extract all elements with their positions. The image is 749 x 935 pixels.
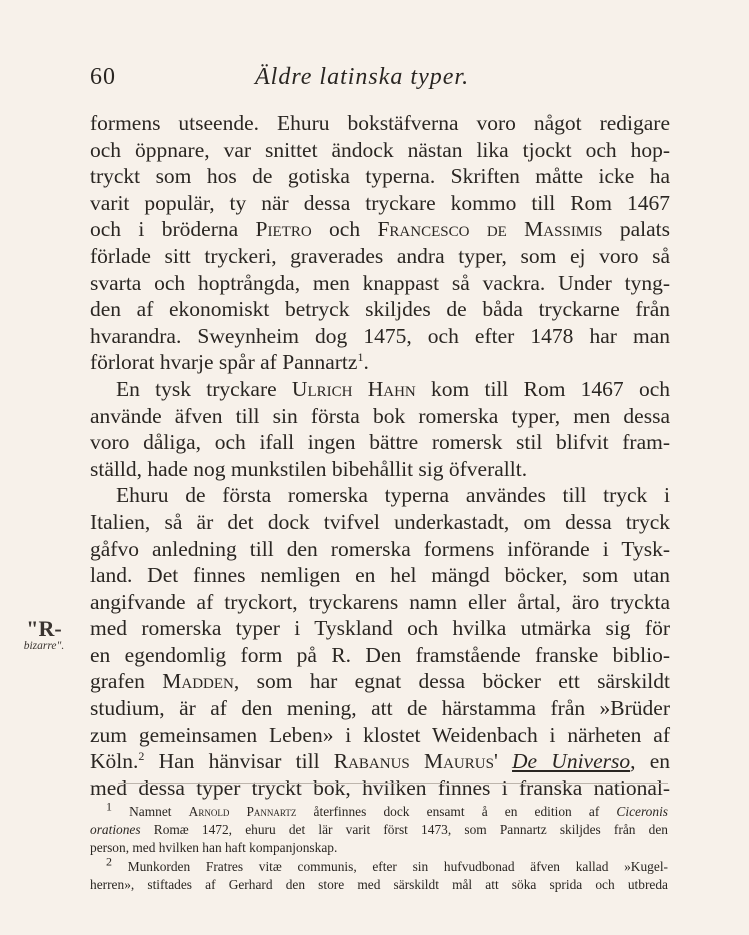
text-line: och öppnare, var snittet ändock nästan lika tjockt och hop-: [90, 137, 670, 162]
text-line: studium, är af den mening, att de härstamma från »Brüder: [90, 696, 670, 721]
text-line: tryckt som hos de gotiska typerna. Skriften måtte icke ha: [90, 164, 670, 189]
text-line: ställd, hade nog munkstilen bibehållit sig öfverallt.: [90, 456, 528, 481]
margin-note-label: bizarre".: [23, 640, 65, 652]
person-name: Francesco de Massimis: [377, 217, 603, 242]
text-line: gåfvo anledning till den romerska formens införande i Tysk-: [90, 536, 670, 561]
text-line: Köln.$^2$ Han hänvisar till Rabanus Maurus' De Universo, en: [90, 749, 670, 774]
footnote-mark: 1: [106, 799, 112, 814]
text-line: förlade sitt tryckeri, graverades andra typer, som ej voro så: [90, 243, 670, 268]
text-line: formens utseende. Ehuru bokstäfverna voro något redigare: [90, 111, 670, 135]
footnote-ref: 2: [138, 749, 145, 764]
person-name: Pietro: [255, 217, 312, 242]
page-number: 60: [90, 64, 116, 90]
text-line: använde äfven till sin första bok romerska typer, men dessa: [90, 403, 670, 428]
person-name: Madden: [162, 669, 234, 694]
text-line: zum gemeinsamen Leben» i klostet Weidenbach i närheten af: [90, 722, 670, 747]
person-name: Ulrich Hahn: [291, 376, 416, 401]
footnote-line: orationes Romæ 1472, ehuru det lär varit först 1473, som Pannartz skiljdes från den: [90, 822, 668, 838]
text-line: Ehuru de första romerska typerna användes till tryck i: [116, 483, 670, 508]
text-line: Italien, så är det dock tvifvel underkastadt, om dessa tryck: [90, 509, 670, 534]
body-text: [90, 110, 670, 801]
text-line: grafen Madden, som har egnat dessa böcker ett särskildt: [90, 669, 671, 694]
text-line: En tysk tryckare Ulrich Hahn kom till Rom 1467 och: [116, 376, 670, 401]
text-line: voro dåliga, och ifall ingen bättre romersk stil blifvit fram-: [90, 430, 670, 455]
text-line: och i bröderna Pietro och Francesco de Massimis palats: [90, 217, 671, 242]
text-line: förlorat hvarje spår af Pannartz$^1$.: [90, 350, 369, 375]
footnote-line: person, med hvilken han haft kompanjonskap.: [90, 840, 338, 856]
text-line: land. Det finnes nemligen en hel mängd böcker, som utan: [90, 563, 670, 588]
running-title: Äldre latinska typer.: [255, 64, 470, 90]
footnote-line: $^2$ Munkorden Fratres vitæ communis, efter sin hufvudbonad äfven kallad »Kugel-: [106, 854, 668, 874]
text-line: en egendomlig form på R. Den framstående franske biblio-: [90, 642, 670, 667]
margin-note: [4, 616, 84, 652]
page-header: [90, 64, 670, 96]
text-line: varit populär, ty när dessa tryckare kommo till Rom 1467: [90, 190, 670, 215]
footnote-mark: 2: [106, 854, 112, 869]
book-title: De Universo: [512, 749, 631, 774]
footnote-ref: 1: [357, 350, 364, 365]
margin-note-glyph: "R-: [26, 616, 62, 641]
text-line: hvarandra. Sweynheim dog 1475, och efter 1478 har man: [90, 323, 670, 348]
text-line: med dessa typer tryckt bok, hvilken finnes i franska national-: [90, 775, 670, 800]
person-name: Rabanus Maurus: [333, 749, 494, 774]
text-line: angifvande af tryckort, tryckarens namn eller årtal, äro tryckta: [90, 589, 670, 614]
footnote-line: $^1$ Namnet Arnold Pannartz återfinnes dock ensamt å en edition af Ciceronis: [106, 799, 668, 819]
footnotes: [90, 799, 668, 894]
footnote-rule: [118, 783, 668, 784]
text-line: den af ekonomiskt betryck skiljdes de båda tryckarne från: [90, 297, 670, 322]
text-line: med romerska typer i Tyskland och hvilka utmärka sig för: [90, 616, 670, 641]
footnote-line: herren», stiftades af Gerhard den store med särskildt mål att söka sprida och utbreda: [90, 876, 668, 892]
text-line: svarta och hoptrångda, men knappast så vackra. Under tyng-: [90, 270, 670, 295]
